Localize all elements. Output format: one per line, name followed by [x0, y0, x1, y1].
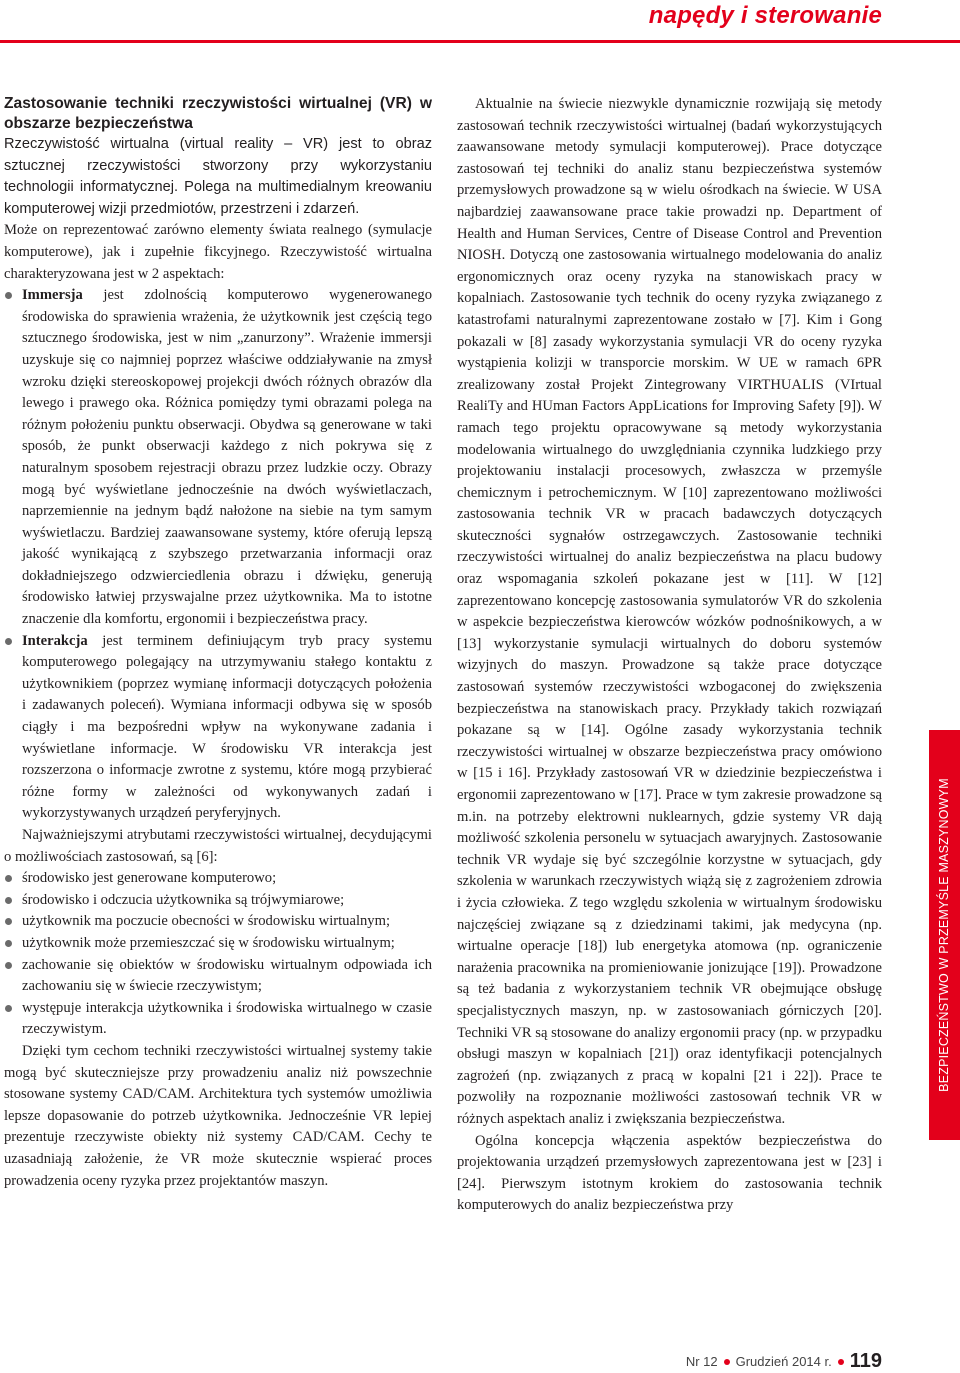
lead-paragraph: Rzeczywistość wirtualna (virtual reality – VR) jest to obraz sztucznej rzeczywistości stworzony przy wykorzystaniu technologii informatycznej. Polega na multimedialnym kreowaniu komputerowej wizji przedmiotów, przestrzeni i zdarzeń. [4, 136, 432, 217]
paragraph-intro: Może on reprezentować zarówno elementy świata realnego (symulacje komputerowe), jak i zupełnie fikcyjnego. Rzeczywistość wirtualna charakteryzowana jest w 2 aspektach: [4, 222, 432, 282]
attribute-item: użytkownik ma poczucie obecności w środowisku wirtualnym; [4, 911, 432, 933]
issue-date: Grudzień 2014 r. [735, 1354, 832, 1369]
term-immersion: Immersja [22, 287, 83, 304]
attribute-item: środowisko jest generowane komputerowo; [4, 868, 432, 890]
right-column [457, 94, 882, 1217]
left-column [4, 94, 432, 1192]
header-rule [0, 40, 960, 43]
separator-dot-icon [724, 1359, 730, 1365]
article-heading: Zastosowanie techniki rzeczywistości wirtualnej (VR) w obszarze bezpieczeństwa [4, 95, 432, 132]
side-tab-label: BEZPIECZEŃSTWO W PRZEMYŚLE MASZYNOWYM [937, 778, 951, 1092]
interaction-text: jest terminem definiującym tryb pracy systemu komputerowego polegający na utrzymywaniu stałego kontaktu z użytkownikiem (poprzez wymianę informacji dotyczących położenia i zadawanych poleceń). Wymiana informacji odbywa się w sposób ciągły i ma bezpośredni wpływ na wykonywane zadania i wyświetlane informacje. W środowisku VR interakcja jest rozszerzona o informacje zwrotne z systemu, które mogą przybierać różne formy w zależności od wykonywanych zadań i wykorzystywanych urządzeń peryferyjnych. [22, 632, 432, 822]
page-header [0, 0, 960, 30]
paragraph-concept: Ogólna koncepcja włączenia aspektów bezpieczeństwa do projektowania urządzeń przemysłowych zaprezentowana jest w [23] i [24]. Pierwszym istotnym krokiem do zastosowania technik komputerowych do analiz bezpieczeństwa przy [457, 1132, 882, 1214]
attribute-item: użytkownik może przemieszczać się w środowisku wirtualnym; [4, 933, 432, 955]
term-interaction: Interakcja [22, 632, 88, 649]
attribute-item: zachowanie się obiektów w środowisku wirtualnym odpowiada ich zachowaniu się w świecie rzeczywistym; [4, 955, 432, 998]
magazine-section-title: napędy i sterowanie [648, 2, 882, 29]
immersion-text: jest zdolnością komputerowo wygenerowanego środowiska do sprawienia wrażenia, że użytkownik jest częścią tego sztucznego środowiska, jest w nim „zanurzony”. Wrażenie immersji uzyskuje się co najmniej poprzez właściwe oddziaływanie na zmysł wzroku dzięki stereoskopowej projekcji dwóch różnych obrazów dla lewego i prawego oka. Różnica pomiędzy tymi obrazami polega na różnym położeniu punktu obserwacji. Obydwa są generowane w taki sposób, że punkt obserwacji każdego z nich pokrywa się z naturalnym sposobem rejestracji obrazu przez ludzkie oczy. Obrazy mogą być wyświetlane jednocześnie na dwóch wyświetlaczach, naprzemiennie na jednym bądź nałożone na siebie na tym samym wyświetlaczu. Bardziej zaawansowane systemy, które oferują lepszą jakość wynikającą z szybszego przetwarzania informacji oraz dokładniejszego odzwierciedlenia obrazu i dźwięku, generują środowisko łatwiej przyswajalne przez użytkownika. Ma to istotne znaczenie dla komfortu, ergonomii i bezpieczeństwa pracy. [22, 287, 432, 628]
separator-dot-icon [838, 1359, 844, 1365]
page-footer [686, 1350, 882, 1373]
attribute-item: występuje interakcja użytkownika i środowiska wirtualnego w czasie rzeczywistym. [4, 998, 432, 1041]
paragraph-attributes: Najważniejszymi atrybutami rzeczywistości wirtualnej, decydującymi o możliwościach zastosowań, są [6]: [4, 827, 432, 865]
bullet-interaction [4, 631, 432, 825]
issue-number: Nr 12 [685, 1354, 718, 1369]
bullet-immersion [4, 285, 432, 631]
attribute-item: środowisko i odczucia użytkownika są trójwymiarowe; [4, 890, 432, 912]
paragraph-worldwide: Aktualnie na świecie niezwykle dynamicznie rozwijają się metody zastosowań technik rzeczywistości wirtualnej (badań wykorzystujących zaawansowane metody symulacji komputerowej). Prace dotyczące zastosowań tej techniki do analiz stanu bezpieczeństwa systemów przemysłowych prowadzone są w wielu ośrodkach na świecie. W USA najbardziej zaawansowane prace takie prowadzi np. Department of Health and Human Services, Centre of Disease Control and Prevention NIOSH. Dotyczą one zastosowania wirtualnego modelowania do analiz ergonomicznych oraz oceny ryzyka na stanowiskach pracy w kopalniach. Zastosowanie tych technik do oceny ryzyka związanego z katastrofami naturalnymi zaprezentowane zostało w [7]. Kim i Gong pokazali w [8] zasady wykorzystania symulacji VR do oceny ryzyka wystąpienia kolizji w transporcie morskim. W UE w ramach 6PR zrealizowany został Projekt Zintegrowany VIRTHUALIS (VIrtual RealiTy and HUman Factors AppLications for Improving Safety [9]). W ramach tego projektu opracowywane są metody wykorzystania modelowania wirtualnego do uwzględniania czynnika ludzkiego przy projektowaniu instalacji procesowych, zwłaszcza w przemyśle chemicznym i petrochemicznym. W [10] zaprezentowano możliwości zastosowania technik VR w pracach badawczych dotyczących skuteczności sygnałów ostrzegawczych. Zastosowanie techniki rzeczywistości wirtualnej do analiz bezpieczeństwa na placu budowy oraz wspomagania szkoleń pokazane jest w [11]. W [12] zaprezentowano koncepcję zastosowania symulatorów VR do szkolenia w aspekcie bezpieczeństwa kierowców wózków podnośnikowych, a w [13] wykorzystanie symulacji wirtualnych do doboru systemów wizyjnych do maszyn. Prowadzone są także prace dotyczące zastosowań systemów rzeczywistości wzbogaconej do zwiększenia bezpieczeństwa na stanowiskach pracy. Przykłady takich rozwiązań pokazane są w [14]. Ogólne zasady wykorzystania technik rzeczywistości wirtualnej w obszarze bezpieczeństwa pracy omówiono w [15 i 16]. Przykłady zastosowań VR w dziedzinie bezpieczeństwa i ergonomii zaprezentowano w [17]. Prace w tym zakresie prowadzone są m.in. na potrzeby elektrowni nuklearnych, gdzie systemy VR dają możliwość szkolenia personelu w sytuacjach awaryjnych. Zastosowanie technik VR wydaje się być szczególnie korzystne w sytuacjach, gdy szkolenia w warunkach rzeczywistych wiążą się z zagrożeniem zdrowia i życia człowieka. Z tego względu szkolenia w wirtualnym środowisku najczęściej związane są z dziedzinami takimi, jak medycyna (np. wirtualne operacje [18]) lub energetyka atomowa (np. ograniczenie narażenia pracownika na promieniowanie jonizujące [19]). Prowadzone są też badania z wykorzystaniem technik VR obejmujące obsługę specjalistycznych maszyn, np. w zastosowaniach górniczych [20]. Techniki VR są stosowane do analizy ergonomii pracy (np. w przypadku obsługi maszyn w kopalniach [21]) oraz identyfikacji potencjalnych zagrożeń (np. związanych z pracą w kopalni [21 i 22]). Prace te pozwoliły na rozpoznanie możliwości zastosowań technik VR w różnych aspektach analiz i zwiększania bezpieczeństwa. [457, 96, 882, 1127]
page-number: 119 [849, 1350, 882, 1372]
paragraph-conclusion: Dzięki tym cechom techniki rzeczywistości wirtualnej systemy takie mogą być skuteczniejsze przy prowadzeniu analiz niż powszechnie stosowane systemy CAD/CAM. Architektura tych systemów umożliwia lepsze dopasowanie do potrzeb użytkownika. Jednocześnie VR lepiej prezentuje rzeczywiste obiekty niż systemy CAD/CAM. Cechy te uzasadniają założenie, że VR może skutecznie wspierać proces prowadzenia oceny ryzyka przez projektantów maszyn. [4, 1042, 432, 1189]
